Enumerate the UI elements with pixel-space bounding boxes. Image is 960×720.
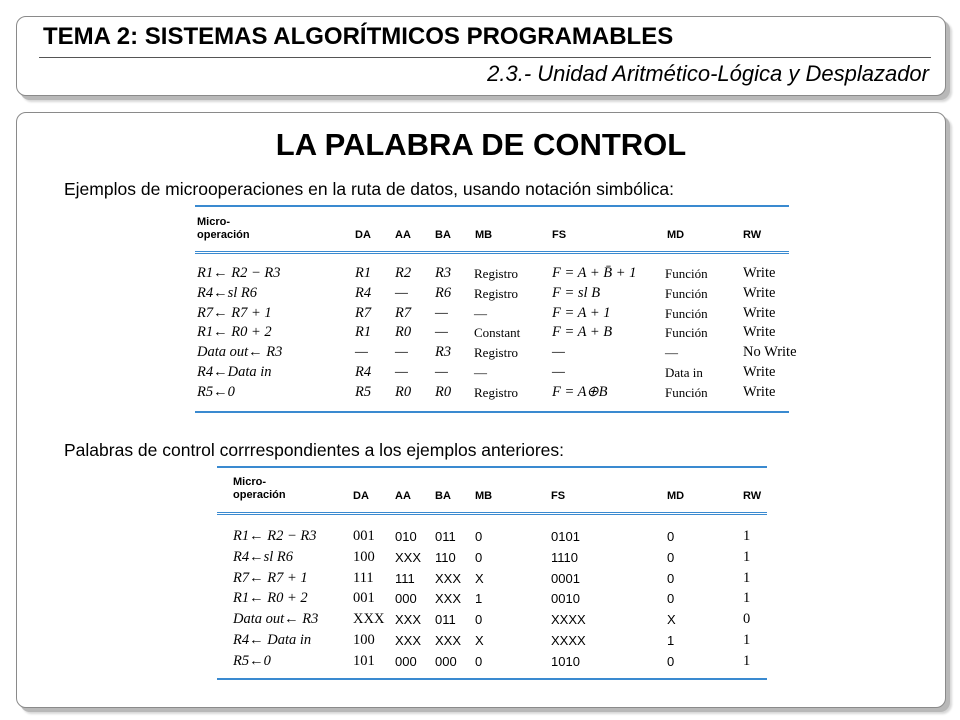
cell-da: 001 bbox=[353, 528, 375, 544]
cell-microop: R4←sl R6 bbox=[197, 284, 258, 301]
cell-microop: R5←0 bbox=[197, 383, 235, 400]
cell-aa: R2 bbox=[395, 265, 412, 281]
header-panel bbox=[16, 16, 946, 96]
main-panel bbox=[16, 112, 946, 708]
cell-md: 1 bbox=[667, 633, 675, 648]
cell-mb: X bbox=[475, 633, 484, 648]
cell-ba: 011 bbox=[435, 529, 456, 544]
cell-fs: F = A + B̄ + 1 bbox=[552, 265, 637, 281]
cell-rw: 1 bbox=[743, 632, 751, 648]
cell-rw: No Write bbox=[743, 344, 797, 361]
cell-mb: Registro bbox=[474, 285, 519, 301]
cell-md: 0 bbox=[667, 653, 675, 669]
cell-da: 100 bbox=[353, 632, 375, 648]
table-rule bbox=[217, 466, 767, 468]
cell-fs: 0010 bbox=[551, 591, 580, 607]
column-header-microop: Micro- operación bbox=[197, 216, 250, 241]
column-header-fs: FS bbox=[551, 490, 566, 502]
cell-rw: Write bbox=[743, 383, 776, 400]
cell-md: Función bbox=[665, 325, 708, 341]
cell-rw: 1 bbox=[743, 652, 751, 669]
cell-rw: Write bbox=[743, 364, 776, 380]
cell-fs: — bbox=[552, 344, 565, 361]
column-header-microop: Micro- operación bbox=[233, 476, 286, 501]
cell-ba: XXX bbox=[435, 591, 462, 607]
column-header-rw: RW bbox=[743, 490, 762, 502]
cell-rw: 1 bbox=[743, 528, 751, 544]
cell-mb: Constant bbox=[474, 325, 521, 341]
cell-ba: 000 bbox=[435, 653, 457, 669]
cell-md: X bbox=[667, 612, 676, 628]
cell-mb: — bbox=[474, 305, 487, 321]
cell-da: R7 bbox=[355, 304, 372, 321]
column-header-ba: BA bbox=[435, 229, 451, 241]
cell-da: 100 bbox=[353, 548, 375, 565]
cell-microop: R5←0 bbox=[233, 652, 271, 669]
cell-da: XXX bbox=[353, 611, 385, 628]
cell-aa: — bbox=[395, 284, 408, 301]
cell-da: R1 bbox=[355, 324, 372, 341]
cell-microop: R4←sl R6 bbox=[233, 548, 294, 565]
cell-rw: 1 bbox=[743, 569, 751, 586]
intro-text-control-words: Palabras de control corrrespondientes a los ejemplos anteriores: bbox=[64, 440, 564, 460]
cell-da: 001 bbox=[353, 590, 375, 607]
cell-aa: R0 bbox=[395, 383, 412, 400]
cell-microop: R1← R2 − R3 bbox=[197, 265, 281, 281]
cell-aa: 000 bbox=[395, 653, 417, 669]
table-rule bbox=[217, 678, 767, 680]
column-header-rw: RW bbox=[743, 229, 762, 241]
cell-ba: — bbox=[435, 364, 448, 380]
cell-mb: 0 bbox=[475, 653, 483, 669]
cell-aa: 000 bbox=[395, 591, 417, 607]
cell-microop: R1← R0 + 2 bbox=[197, 324, 272, 341]
cell-rw: Write bbox=[743, 265, 776, 281]
cell-ba: R3 bbox=[435, 344, 452, 361]
cell-microop: Data out← R3 bbox=[233, 611, 319, 628]
cell-ba: — bbox=[435, 324, 448, 341]
cell-fs: F = sl B bbox=[552, 284, 601, 301]
header-title: TEMA 2: SISTEMAS ALGORÍTMICOS PROGRAMABLES bbox=[43, 23, 674, 50]
column-header-aa: AA bbox=[395, 490, 411, 502]
cell-ba: R0 bbox=[435, 383, 452, 400]
column-header-md: MD bbox=[667, 490, 685, 502]
cell-md: 0 bbox=[667, 529, 675, 544]
table-rule bbox=[195, 205, 789, 207]
table-rule bbox=[195, 251, 789, 252]
cell-aa: 111 bbox=[395, 570, 415, 586]
slide-title: LA PALABRA DE CONTROL bbox=[275, 127, 687, 162]
cell-mb: 1 bbox=[475, 591, 483, 607]
cell-fs: XXXX bbox=[551, 612, 586, 628]
cell-fs: F = A⊕B bbox=[552, 383, 608, 400]
cell-fs: XXXX bbox=[551, 633, 586, 648]
cell-md: Función bbox=[665, 305, 708, 321]
cell-fs: 1110 bbox=[551, 549, 578, 565]
table-rule bbox=[217, 512, 767, 513]
cell-fs: 1010 bbox=[551, 653, 580, 669]
cell-rw: Write bbox=[743, 304, 776, 321]
cell-md: Data in bbox=[665, 365, 703, 380]
cell-da: — bbox=[355, 344, 368, 361]
cell-aa: — bbox=[395, 344, 408, 361]
cell-ba: — bbox=[435, 304, 448, 321]
cell-mb: X bbox=[475, 570, 484, 586]
cell-fs: — bbox=[552, 364, 565, 380]
cell-ba: 110 bbox=[435, 549, 456, 565]
column-header-mb: MB bbox=[475, 490, 493, 502]
cell-mb: Registro bbox=[474, 384, 519, 400]
column-header-da: DA bbox=[353, 490, 369, 502]
cell-aa: 010 bbox=[395, 529, 417, 544]
cell-fs: 0001 bbox=[551, 570, 580, 586]
table-rule bbox=[195, 411, 789, 413]
cell-mb: 0 bbox=[475, 529, 483, 544]
cell-aa: R7 bbox=[395, 304, 412, 321]
cell-da: 111 bbox=[353, 569, 374, 586]
cell-aa: XXX bbox=[395, 633, 422, 648]
column-header-aa: AA bbox=[395, 229, 411, 241]
cell-da: 101 bbox=[353, 652, 375, 669]
cell-fs: F = A + 1 bbox=[552, 304, 611, 321]
cell-rw: 1 bbox=[743, 548, 751, 565]
cell-fs: F = A + B bbox=[552, 324, 613, 341]
cell-microop: R4← Data in bbox=[233, 632, 312, 648]
cell-mb: — bbox=[474, 365, 487, 380]
cell-md: 0 bbox=[667, 591, 675, 607]
cell-ba: XXX bbox=[435, 633, 462, 648]
column-header-da: DA bbox=[355, 229, 371, 241]
cell-ba: 011 bbox=[435, 612, 456, 628]
cell-md: 0 bbox=[667, 549, 675, 565]
column-header-mb: MB bbox=[475, 229, 493, 241]
intro-text-symbolic: Ejemplos de microoperaciones en la ruta de datos, usando notación simbólica: bbox=[64, 179, 674, 199]
cell-mb: 0 bbox=[475, 549, 483, 565]
cell-rw: Write bbox=[743, 284, 776, 301]
cell-mb: Registro bbox=[474, 266, 519, 281]
cell-aa: — bbox=[395, 364, 408, 380]
cell-ba: R3 bbox=[435, 265, 452, 281]
cell-mb: Registro bbox=[474, 345, 519, 361]
cell-fs: 0101 bbox=[551, 529, 580, 544]
cell-da: R4 bbox=[355, 364, 372, 380]
control-word-table bbox=[217, 466, 767, 680]
cell-md: Función bbox=[665, 285, 708, 301]
cell-rw: 0 bbox=[743, 611, 751, 628]
column-header-ba: BA bbox=[435, 490, 451, 502]
cell-md: — bbox=[665, 345, 678, 361]
column-header-md: MD bbox=[667, 229, 685, 241]
cell-md: Función bbox=[665, 266, 708, 281]
cell-microop: R7← R7 + 1 bbox=[197, 304, 272, 321]
cell-microop: R1← R2 − R3 bbox=[233, 528, 317, 544]
column-header-fs: FS bbox=[552, 229, 567, 241]
symbolic-table bbox=[195, 205, 797, 413]
cell-ba: XXX bbox=[435, 570, 462, 586]
cell-aa: XXX bbox=[395, 612, 422, 628]
table-rule bbox=[195, 253, 789, 254]
cell-da: R5 bbox=[355, 383, 372, 400]
cell-microop: Data out← R3 bbox=[197, 344, 283, 361]
cell-microop: R1← R0 + 2 bbox=[233, 590, 308, 607]
cell-microop: R7← R7 + 1 bbox=[233, 569, 308, 586]
table-rule bbox=[217, 514, 767, 515]
cell-aa: R0 bbox=[395, 324, 412, 341]
cell-md: Función bbox=[665, 384, 708, 400]
cell-aa: XXX bbox=[395, 549, 422, 565]
cell-da: R4 bbox=[355, 284, 372, 301]
cell-da: R1 bbox=[355, 265, 372, 281]
cell-md: 0 bbox=[667, 570, 675, 586]
cell-rw: 1 bbox=[743, 590, 751, 607]
header-divider bbox=[39, 57, 931, 58]
cell-microop: R4←Data in bbox=[197, 364, 272, 380]
cell-mb: 0 bbox=[475, 612, 483, 628]
header-subtitle: 2.3.- Unidad Aritmético-Lógica y Desplazador bbox=[487, 61, 929, 86]
cell-rw: Write bbox=[743, 324, 776, 341]
cell-ba: R6 bbox=[435, 284, 452, 301]
